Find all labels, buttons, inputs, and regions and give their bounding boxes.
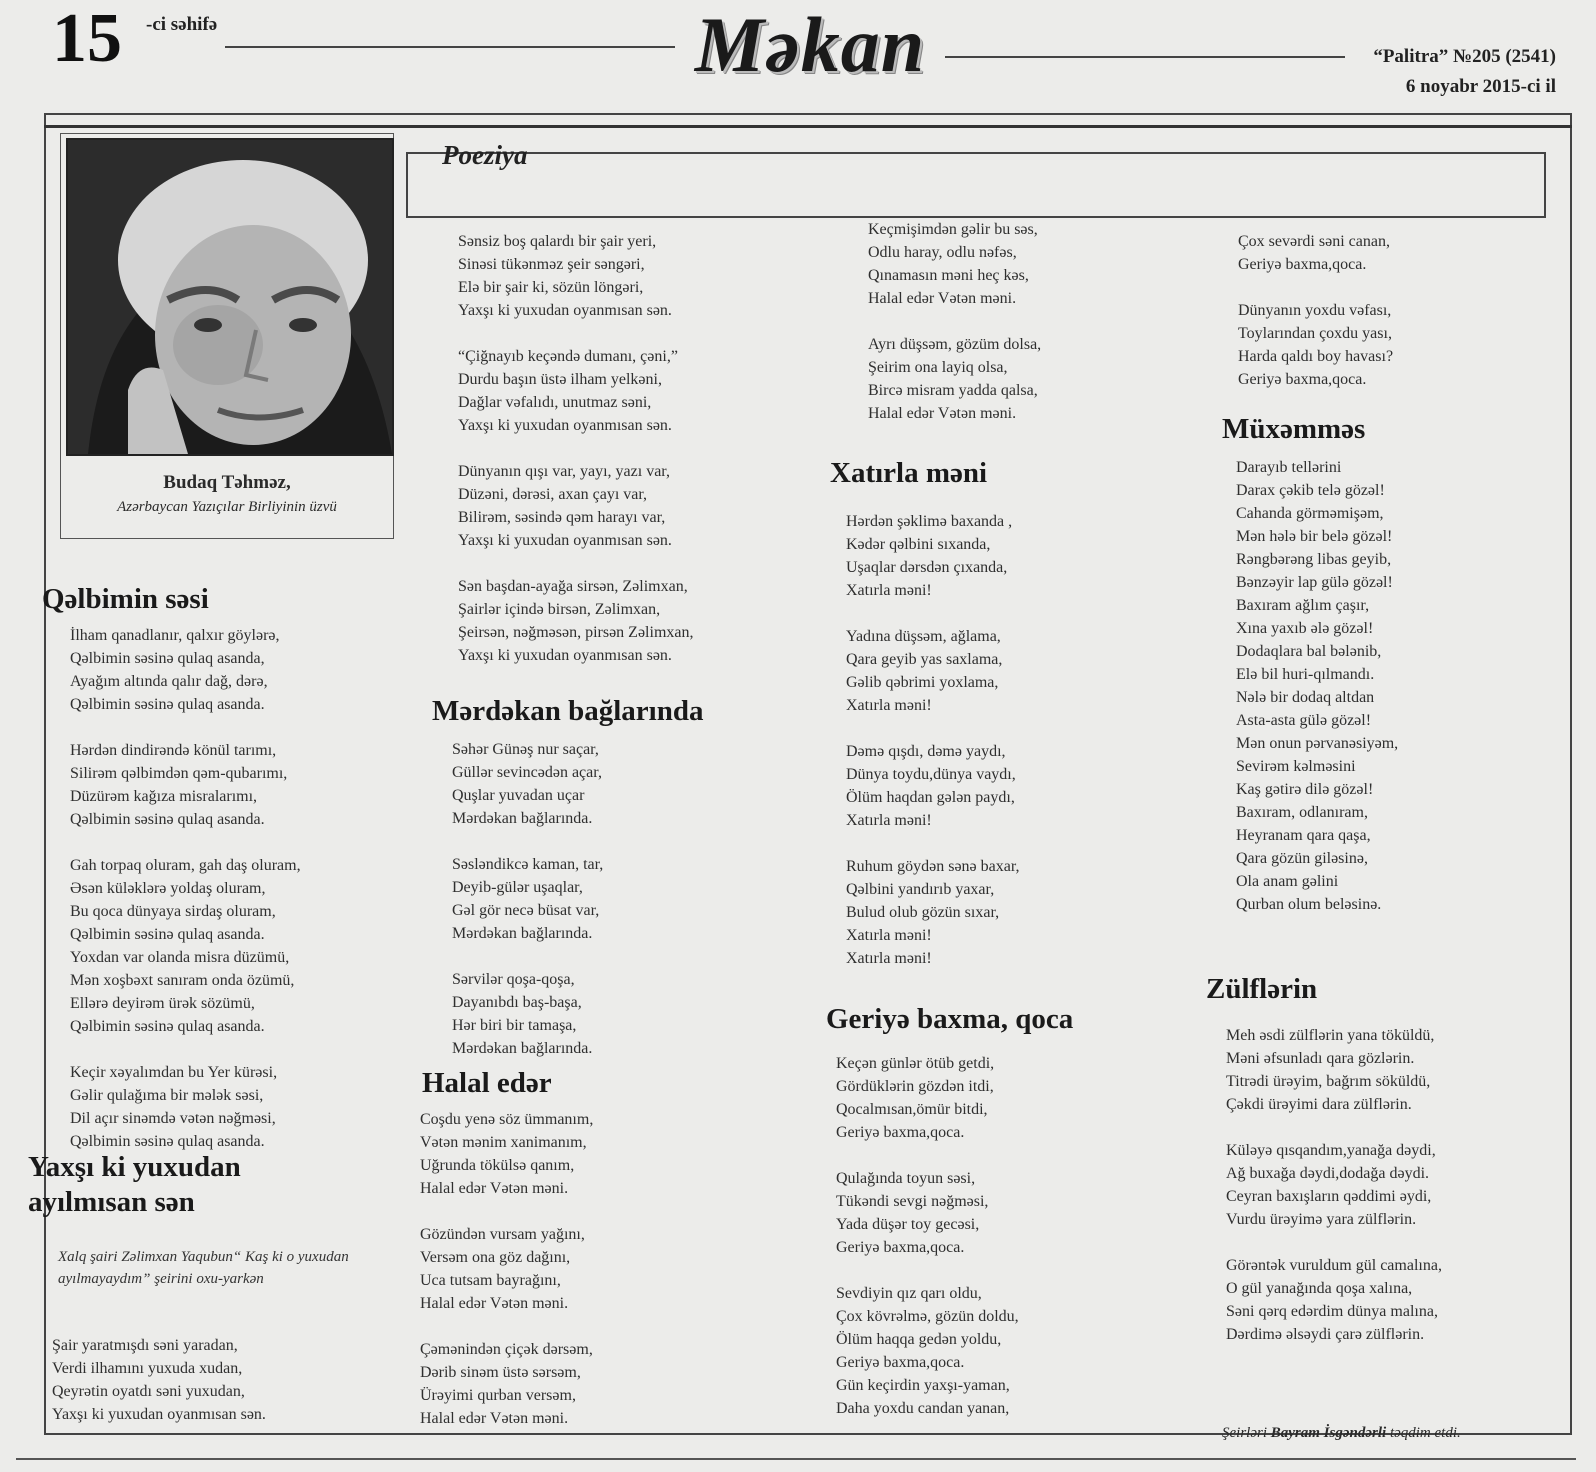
poem-line: Keçən günlər ötüb getdi, — [836, 1055, 995, 1072]
stanza-gap — [1226, 1231, 1442, 1254]
poem-line: Xatırla məni! — [846, 697, 932, 714]
poem-line: Ayrı düşsəm, gözüm dolsa, — [868, 336, 1042, 353]
poem-line: Şeirim ona layiq olsa, — [868, 359, 1008, 376]
poem-line: Ölüm haqqa gedən yoldu, — [836, 1331, 1002, 1348]
author-role: Azərbaycan Yazıçılar Birliyinin üzvü — [117, 499, 337, 515]
poem-line: Hərdən şəklimə baxanda , — [846, 513, 1013, 530]
poem-line: Səhər Günəş nur saçar, — [452, 741, 599, 758]
masthead: Məkan — [694, 1, 926, 88]
poem-line: Heyranam qara qaşa, — [1236, 827, 1371, 844]
poem-line: Keçir xəyalımdan bu Yer kürəsi, — [70, 1064, 278, 1081]
poem-line: Sən başdan-ayağa sirsən, Zəlimxan, — [458, 578, 688, 595]
poem-title-merdekan: Mərdəkan bağlarında — [432, 695, 704, 727]
poem-line: Rəngbərəng libas geyib, — [1236, 551, 1392, 568]
stanza-gap — [836, 1259, 1019, 1282]
stanza-gap — [70, 1038, 301, 1061]
poem-line: Asta-asta gülə gözəl! — [1236, 712, 1372, 729]
poem-line: Qəlbini yandırıb yaxar, — [846, 881, 995, 898]
stanza-gap — [452, 945, 603, 968]
poem-line: Elə bir şair ki, sözün löngəri, — [458, 279, 644, 296]
poem-line: Hər biri bir tamaşa, — [452, 1017, 577, 1034]
poem-line: Nələ bir dodaq altdan — [1236, 689, 1375, 706]
poem-line: Meh əsdi zülflərin yana töküldü, — [1226, 1027, 1435, 1044]
poem-line: Mərdəkan bağlarında. — [452, 810, 593, 827]
poem-line: İlham qanadlanır, qalxır göylərə, — [70, 627, 280, 644]
poem-line: Ayağım altında qalır dağ, dərə, — [70, 673, 268, 690]
credit-suffix: təqdim etdi. — [1389, 1425, 1461, 1441]
poem-line: Qocalmısan,ömür bitdi, — [836, 1101, 988, 1118]
poem-epigraph-yaxshi: Xalq şairi Zəlimxan Yaqubun“ Kaş ki o yuxudan ayılmayaydım” şeirini oxu-yarkən — [58, 1249, 349, 1287]
poem-line: Darax çəkib telə gözəl! — [1236, 482, 1385, 499]
poem-line: Qulağında toyun səsi, — [836, 1170, 976, 1187]
poem-line: Dağlar vəfalıdı, unutmaz səni, — [458, 394, 652, 411]
credit-name: Bayram İsgəndərli — [1270, 1425, 1387, 1441]
poem-line: Ölüm haqdan gələn paydı, — [846, 789, 1015, 806]
poem-line: Məni əfsunladı qara gözlərin. — [1226, 1050, 1415, 1067]
poem-line: Keçmişimdən gəlir bu səs, — [868, 221, 1038, 238]
poem-line: Yada düşər toy gecəsi, — [836, 1216, 980, 1233]
poem-line: Gün keçirdin yaxşı-yaman, — [836, 1377, 1010, 1394]
poem-body-merdekan — [452, 738, 603, 1060]
stanza-gap — [70, 716, 301, 739]
stanza-gap — [420, 1200, 593, 1223]
poem-line: Uşaqlar dərsdən çıxanda, — [846, 559, 1008, 576]
poem-line: Küləyə qısqandım,yanağa dəydi, — [1226, 1142, 1436, 1159]
poem-line: Dərdimə əlsəydi çarə zülflərin. — [1226, 1326, 1425, 1343]
poem-body-halal-col3 — [868, 218, 1041, 425]
poem-line: Harda qaldı boy havası? — [1238, 348, 1394, 365]
poem-body-yaxshi-col1 — [52, 1334, 266, 1426]
poem-line: Kaş gətirə dilə gözəl! — [1236, 781, 1374, 798]
header-rule-left — [225, 46, 675, 48]
poem-line: Ürəyimi qurban versəm, — [420, 1387, 576, 1404]
poem-line: Güllər sevincədən açar, — [452, 764, 602, 781]
poem-line: Baxıram, odlanıram, — [1236, 804, 1368, 821]
poem-body-zulfler — [1226, 1024, 1442, 1346]
poem-line: Ellərə deyirəm ürək sözümü, — [70, 995, 255, 1012]
poem-line: Səsləndikcə kaman, tar, — [452, 856, 604, 873]
poem-line: Elə bil huri-qılmandı. — [1236, 666, 1375, 683]
poem-line: Verdi ilhamını yuxuda xudan, — [52, 1360, 243, 1377]
stanza-gap — [846, 832, 1020, 855]
poem-line: Şeirsən, nəğməsən, pirsən Zəlimxan, — [458, 624, 694, 641]
poem-line: Dünyanın yoxdu vəfası, — [1238, 302, 1392, 319]
poem-line: Deyib-gülər uşaqlar, — [452, 879, 583, 896]
poem-line: Durdu başın üstə ilham yelkəni, — [458, 371, 662, 388]
poem-line: Xatırla məni! — [846, 812, 932, 829]
poem-line: Bulud olub gözün sıxar, — [846, 904, 1000, 921]
poem-body-qelbimin — [70, 624, 301, 1153]
poem-line: Tükəndi sevgi nəğməsi, — [836, 1193, 989, 1210]
poem-line: Halal edər Vətən məni. — [420, 1180, 569, 1197]
stanza-gap — [420, 1315, 593, 1338]
poem-line: Yoxdan var olanda misra düzümü, — [70, 949, 290, 966]
issue-number: “Palitra” №205 (2541) — [1373, 46, 1556, 67]
poem-title-halal: Halal edər — [422, 1067, 552, 1099]
author-name: Budaq Təhməz, — [163, 472, 291, 493]
poem-line: Gördüklərin gözdən itdi, — [836, 1078, 994, 1095]
poem-line: Bircə misram yadda qalsa, — [868, 382, 1038, 399]
poem-line: Uğrunda tökülsə qanım, — [420, 1157, 575, 1174]
poem-line: Yaxşı ki yuxudan oyanmısan sən. — [458, 417, 672, 434]
stanza-gap — [868, 310, 1041, 333]
poem-line: Dərib sinəm üstə sərsəm, — [420, 1364, 581, 1381]
poem-body-yaxshi-col2 — [458, 230, 694, 667]
stanza-gap — [1238, 276, 1393, 299]
poem-line: Vətən mənim xanimanım, — [420, 1134, 587, 1151]
poem-line: Yaxşı ki yuxudan oyanmısan sən. — [52, 1406, 266, 1423]
poem-line: Dodaqlara bal bələnib, — [1236, 643, 1382, 660]
poem-line: Geriyə baxma,qoca. — [836, 1354, 965, 1371]
poem-line: Xatırla məni! — [846, 927, 932, 944]
poem-line: Qəlbimin səsinə qulaq asanda. — [70, 696, 265, 713]
poem-title-muxemmes: Müxəmməs — [1222, 413, 1366, 445]
poem-title-yaxshi: Yaxşı ki yuxudan ayılmısan sən — [28, 1151, 241, 1218]
poem-line: Silirəm qəlbimdən qəm-qubarımı, — [70, 765, 288, 782]
poem-line: Daha yoxdu candan yanan, — [836, 1400, 1010, 1417]
credit-line — [1222, 1425, 1461, 1442]
poem-line: Titrədi ürəyim, bağrım söküldü, — [1226, 1073, 1431, 1090]
poem-line: Yaxşı ki yuxudan oyanmısan sən. — [458, 532, 672, 549]
credit-prefix: Şeirləri — [1222, 1425, 1267, 1441]
stanza-gap — [836, 1144, 1019, 1167]
poem-line: Mərdəkan bağlarında. — [452, 925, 593, 942]
poem-line: Yaxşı ki yuxudan oyanmısan sən. — [458, 647, 672, 664]
poem-line: Toylarından çoxdu yası, — [1238, 325, 1392, 342]
page-suffix: -ci səhifə — [146, 14, 218, 35]
poem-line: Əsən küləklərə yoldaş oluram, — [70, 880, 266, 897]
poem-line: Çox sevərdi səni canan, — [1238, 233, 1390, 250]
poem-line: Gah torpaq oluram, gah daş oluram, — [70, 857, 301, 874]
poem-line: Sərvilər qoşa-qoşa, — [452, 971, 575, 988]
poem-line: Geriyə baxma,qoca. — [836, 1239, 965, 1256]
poem-line: Ola anam gəlini — [1236, 873, 1339, 890]
poem-line: Qeyrətin oyatdı səni yuxudan, — [52, 1383, 245, 1400]
portrait-illustration — [68, 140, 392, 454]
poem-line: Coşdu yenə söz ümmanım, — [420, 1111, 594, 1128]
poem-body-geriye-col3 — [836, 1052, 1019, 1420]
poem-title-xatirla: Xatırla məni — [830, 457, 988, 489]
poem-line: Çəmənindən çiçək dərsəm, — [420, 1341, 593, 1358]
stanza-gap — [458, 552, 694, 575]
page-number: 15 — [52, 0, 122, 77]
poem-line: Dil açır sinəmdə vətən nəğməsi, — [70, 1110, 276, 1127]
poem-title-zulfler: Zülflərin — [1206, 973, 1318, 1005]
poem-line: Baxıram ağlım çaşır, — [1236, 597, 1370, 614]
header-rule-right — [945, 56, 1345, 58]
poem-line: Mərdəkan bağlarında. — [452, 1040, 593, 1057]
poem-line: Qara geyib yas saxlama, — [846, 651, 1003, 668]
poem-line: Qəlbimin səsinə qulaq asanda. — [70, 1133, 265, 1150]
poem-title-qelbimin: Qəlbimin səsi — [42, 583, 209, 615]
stanza-gap — [1226, 1116, 1442, 1139]
poem-line: Qəlbimin səsinə qulaq asanda. — [70, 1018, 265, 1035]
stanza-gap — [846, 602, 1020, 625]
poem-line: Geriyə baxma,qoca. — [836, 1124, 965, 1141]
stanza-gap — [70, 831, 301, 854]
poem-line: Qəlbimin səsinə qulaq asanda. — [70, 926, 265, 943]
poem-line: Mən onun pərvanəsiyəm, — [1236, 735, 1399, 752]
poem-line: Geriyə baxma,qoca. — [1238, 256, 1367, 273]
poem-line: Qara gözün giləsinə, — [1236, 850, 1368, 867]
poem-line: Sənsiz boş qalardı bir şair yeri, — [458, 233, 657, 250]
poem-line: Qəlbimin səsinə qulaq asanda. — [70, 811, 265, 828]
stanza-gap — [458, 322, 694, 345]
poem-line: Gəlir qulağıma bir mələk səsi, — [70, 1087, 264, 1104]
poem-line: Odlu haray, odlu nəfəs, — [868, 244, 1017, 261]
poem-line: Versəm ona göz dağını, — [420, 1249, 571, 1266]
poem-line: Şair yaratmışdı səni yaradan, — [52, 1337, 238, 1354]
poem-line: Sevdiyin qız qarı oldu, — [836, 1285, 982, 1302]
poem-line: Bənzəyir lap gülə gözəl! — [1236, 574, 1393, 591]
poem-line: Dünyanın qışı var, yayı, yazı var, — [458, 463, 670, 480]
rubric-box — [406, 152, 1546, 218]
poem-line: Sinəsi tükənməz şeir səngəri, — [458, 256, 645, 273]
poem-line: Halal edər Vətən məni. — [868, 290, 1017, 307]
poem-line: Sevirəm kəlməsini — [1236, 758, 1356, 775]
poem-line: Gəlib qəbrimi yoxlama, — [846, 674, 999, 691]
poem-line: Cahanda görməmişəm, — [1236, 505, 1384, 522]
poem-body-muxemmes — [1236, 456, 1398, 916]
poem-line: Çox kövrəlmə, gözün doldu, — [836, 1308, 1019, 1325]
poem-line: Görəntək vuruldum gül camalına, — [1226, 1257, 1442, 1274]
poem-line: Geriyə baxma,qoca. — [1238, 371, 1367, 388]
poem-line: Səni qərq edərdim dünya malına, — [1226, 1303, 1438, 1320]
poem-line: Halal edər Vətən məni. — [420, 1410, 569, 1427]
poem-line: Qınamasın məni heç kəs, — [868, 267, 1029, 284]
frame-top-rule — [44, 125, 1572, 128]
poem-line: Darayıb tellərini — [1236, 459, 1342, 476]
rubric-title: Poeziya — [442, 140, 528, 170]
poem-line: Kədər qəlbini sıxanda, — [846, 536, 991, 553]
poem-line: Bilirəm, səsində qəm harayı var, — [458, 509, 666, 526]
poem-line: Gəl gör necə büsat var, — [452, 902, 600, 919]
poem-line: Yaxşı ki yuxudan oyanmısan sən. — [458, 302, 672, 319]
poem-line: Düzəni, dərəsi, axan çayı var, — [458, 486, 648, 503]
poem-line: Uca tutsam bayrağını, — [420, 1272, 561, 1289]
stanza-gap — [846, 717, 1020, 740]
poem-body-xatirla — [846, 510, 1020, 970]
poem-line: Dünya toydu,dünya vaydı, — [846, 766, 1016, 783]
poem-line: Ağ buxağa dəydi,dodağa dəydi. — [1226, 1165, 1430, 1182]
poem-line: Qurban olum beləsinə. — [1236, 896, 1382, 913]
poem-body-geriye-col4 — [1238, 230, 1393, 391]
poem-line: Düzürəm kağıza misralarımı, — [70, 788, 258, 805]
poem-line: Xatırla məni! — [846, 582, 932, 599]
stanza-gap — [452, 830, 603, 853]
poem-line: Hərdən dindirəndə könül tarımı, — [70, 742, 277, 759]
poem-line: Mən xoşbəxt sanıram onda özümü, — [70, 972, 295, 989]
poem-line: Yadına düşsəm, ağlama, — [846, 628, 1001, 645]
poem-line: Şairlər içində birsən, Zəlimxan, — [458, 601, 661, 618]
poem-line: Çəkdi ürəyimi dara zülflərin. — [1226, 1096, 1412, 1113]
poem-line: Ruhum göydən sənə baxar, — [846, 858, 1020, 875]
poem-line: Xına yaxıb ələ gözəl! — [1236, 620, 1374, 637]
poem-line: “Çiğnayıb keçəndə dumanı, çəni,” — [458, 348, 678, 365]
poem-line: Dəmə qışdı, dəmə yaydı, — [846, 743, 1006, 760]
poem-body-halal-col2 — [420, 1108, 593, 1430]
poem-line: Xatırla məni! — [846, 950, 932, 967]
author-photo — [66, 138, 394, 456]
poem-line: Gözündən vursam yağını, — [420, 1226, 585, 1243]
poem-title-geriye: Geriyə baxma, qoca — [826, 1003, 1074, 1035]
poem-line: Bu qoca dünyaya sirdaş oluram, — [70, 903, 276, 920]
poem-line: Qəlbimin səsinə qulaq asanda, — [70, 650, 265, 667]
poem-line: Vurdu ürəyimə yara zülflərin. — [1226, 1211, 1417, 1228]
bottom-rule — [16, 1458, 1576, 1460]
issue-date: 6 noyabr 2015-ci il — [1405, 76, 1556, 97]
poem-line: Halal edər Vətən məni. — [420, 1295, 569, 1312]
stanza-gap — [458, 437, 694, 460]
poem-line: Quşlar yuvadan uçar — [452, 787, 585, 804]
poem-line: O gül yanağında qoşa xalına, — [1226, 1280, 1413, 1297]
poem-line: Halal edər Vətən məni. — [868, 405, 1017, 422]
poem-line: Ceyran baxışların qəddimi əydi, — [1226, 1188, 1432, 1205]
poem-line: Mən hələ bir belə gözəl! — [1236, 528, 1393, 545]
poem-line: Dayanıbdı baş-başa, — [452, 994, 582, 1011]
